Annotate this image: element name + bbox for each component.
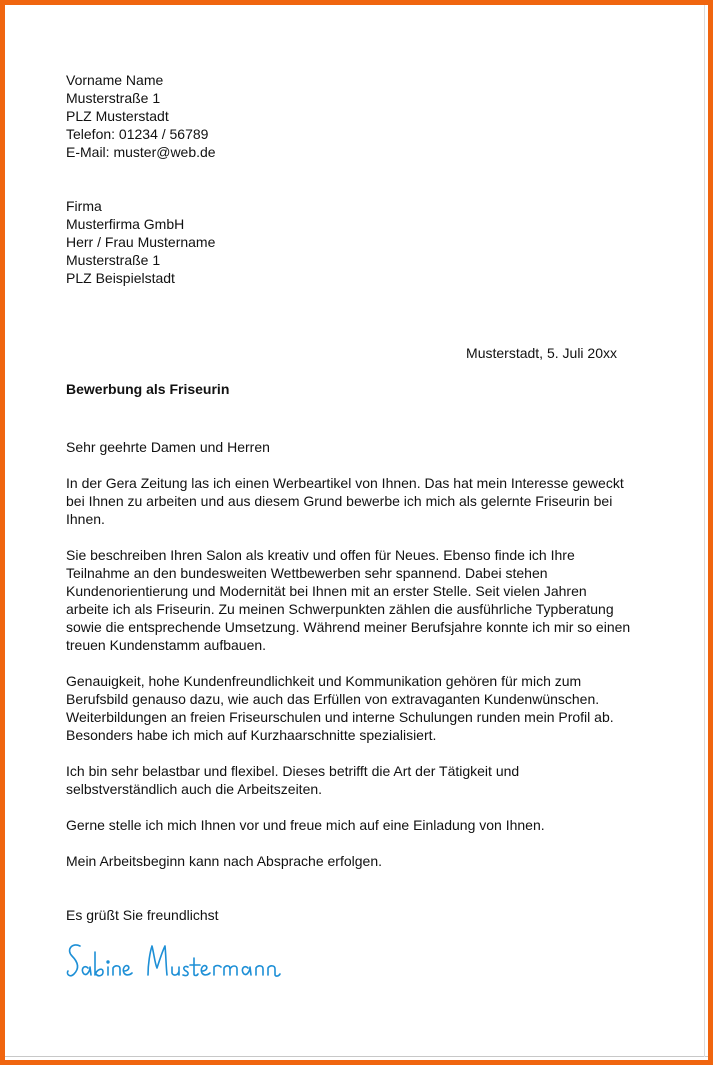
paragraph-line: Kundenorientierung und Modernität bei Ihnen mit an erster Stelle. Seit vielen Jahren	[66, 583, 587, 599]
sender-line: E-Mail: muster@web.de	[66, 144, 216, 160]
paragraph-line: Genauigkeit, hohe Kundenfreundlichkeit und Kommunikation gehören für mich zum	[66, 673, 582, 689]
paragraph-line: Ihnen.	[66, 511, 105, 527]
paragraph-5	[66, 816, 545, 834]
sender-line: PLZ Musterstadt	[66, 108, 169, 124]
paragraph-line: In der Gera Zeitung las ich einen Werbeartikel von Ihnen. Das hat mein Interesse geweckt	[66, 475, 624, 491]
paragraph-line: Berufsbild genauso dazu, wie auch das Erfüllen von extravaganten Kundenwünschen.	[66, 691, 600, 707]
paragraph-line: Weiterbildungen an freien Friseurschulen und interne Schulungen runden mein Profil ab.	[66, 709, 614, 725]
recipient-line: Musterfirma GmbH	[66, 216, 185, 232]
page-bottom-divider	[5, 1056, 708, 1057]
sender-line: Telefon: 01234 / 56789	[66, 126, 209, 142]
paragraph-2	[66, 546, 630, 654]
sender-line: Vorname Name	[66, 72, 164, 88]
paragraph-line: sowie die entsprechende Umsetzung. Während meiner Berufsjahre konnte ich mir so einen	[66, 619, 631, 635]
recipient-line: Musterstraße 1	[66, 252, 161, 268]
handwritten-signature	[66, 938, 286, 984]
paragraph-line: selbstverständlich auch die Arbeitszeiten.	[66, 781, 323, 797]
sender-line: Musterstraße 1	[66, 90, 161, 106]
paragraph-line: arbeite ich als Friseurin. Zu meinen Schwerpunkten zählen die ausführliche Typberatung	[66, 601, 614, 617]
salutation-text: Sehr geehrte Damen und Herren	[66, 439, 270, 455]
sender-address	[66, 71, 216, 161]
paragraph-line: Ich bin sehr belastbar und flexibel. Dieses betrifft die Art der Tätigkeit und	[66, 763, 520, 779]
paragraph-line: Mein Arbeitsbeginn kann nach Absprache erfolgen.	[66, 853, 382, 869]
paragraph-line: bei Ihnen zu arbeiten und aus diesem Grund bewerbe ich mich als gelernte Friseurin bei	[66, 493, 613, 509]
paragraph-4	[66, 762, 519, 798]
closing	[66, 906, 219, 924]
recipient-line: PLZ Beispielstadt	[66, 270, 175, 286]
paragraph-1	[66, 474, 624, 528]
page-right-divider	[704, 5, 705, 1057]
paragraph-line: Teilnahme an den bundesweiten Wettbewerben sehr spannend. Dabei stehen	[66, 565, 548, 581]
closing-text: Es grüßt Sie freundlichst	[66, 907, 219, 923]
letter-subject: Bewerbung als Friseurin	[66, 381, 230, 397]
paragraph-line: Besonders habe ich mich auf Kurzhaarschnitte spezialisiert.	[66, 727, 437, 743]
paragraph-line: treuen Kundenstamm aufbauen.	[66, 637, 267, 653]
paragraph-line: Sie beschreiben Ihren Salon als kreativ und offen für Neues. Ebenso finde ich Ihre	[66, 547, 575, 563]
recipient-address	[66, 197, 215, 287]
paragraph-3	[66, 672, 614, 744]
paragraph-6	[66, 852, 382, 870]
paragraph-line: Gerne stelle ich mich Ihnen vor und freue mich auf eine Einladung von Ihnen.	[66, 817, 545, 833]
salutation	[66, 438, 270, 456]
recipient-line: Herr / Frau Mustername	[66, 234, 216, 250]
letter-date: Musterstadt, 5. Juli 20xx	[466, 345, 617, 361]
recipient-line: Firma	[66, 198, 102, 214]
